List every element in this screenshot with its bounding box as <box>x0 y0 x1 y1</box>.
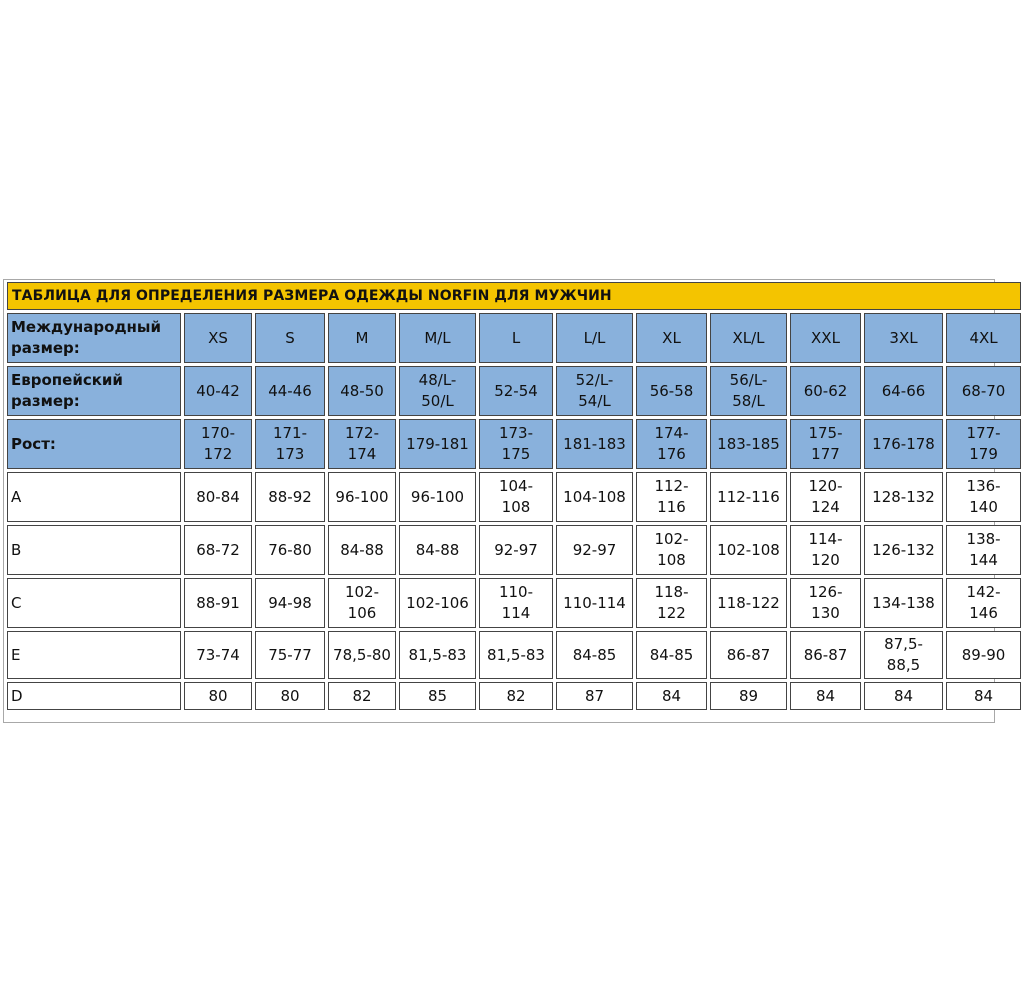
cell-value: 87,5- <box>884 635 923 653</box>
cell-value: 81,5-83 <box>408 645 467 664</box>
cell-value: 118-122 <box>717 593 780 612</box>
cell-value: 176-178 <box>872 434 935 453</box>
table-cell <box>556 419 633 469</box>
cell-value: 110- <box>498 583 534 601</box>
table-cell <box>255 631 325 679</box>
cell-value: 170- <box>200 424 236 442</box>
cell-value: 171- <box>272 424 308 442</box>
cell-value: XL <box>662 328 681 347</box>
table-cell <box>790 419 861 469</box>
cell-value: 175 <box>501 445 531 463</box>
cell-value: 84-88 <box>415 540 460 559</box>
cell-value: 120 <box>811 551 840 569</box>
cell-value: 110-114 <box>563 593 626 612</box>
table-cell <box>790 578 861 628</box>
cell-value: XXL <box>811 328 840 347</box>
cell-value: 126-132 <box>872 540 935 559</box>
table-cell <box>636 313 707 363</box>
cell-value: 173- <box>498 424 534 442</box>
table-cell <box>946 472 1021 522</box>
row-label <box>7 578 181 628</box>
cell-value: 88-91 <box>196 593 240 612</box>
cell-value: 140 <box>969 498 998 516</box>
cell-value: L <box>511 328 521 347</box>
cell-value: 84 <box>893 686 914 705</box>
cell-value: 84 <box>815 686 836 705</box>
table-cell <box>479 472 553 522</box>
cell-value: 80 <box>208 686 228 705</box>
cell-value: 112-116 <box>717 487 780 506</box>
cell-value: 108 <box>501 498 531 516</box>
cell-value: 81,5-83 <box>487 645 545 664</box>
table-cell <box>710 313 787 363</box>
cell-value: 142- <box>966 583 1001 601</box>
table-cell <box>184 313 252 363</box>
cell-value: 126- <box>808 583 843 601</box>
table-row-measure-c <box>7 578 1021 628</box>
table-cell <box>255 525 325 575</box>
table-row-measure-a <box>7 472 1021 522</box>
cell-value: 84 <box>661 686 682 705</box>
cell-value: 92-97 <box>572 540 617 559</box>
table-row-european-size <box>7 366 1021 416</box>
cell-value: 82 <box>352 686 372 705</box>
table-row-measure-d <box>7 682 1021 710</box>
table-cell <box>255 366 325 416</box>
cell-value: M/L <box>424 328 451 347</box>
table-cell <box>184 419 252 469</box>
table-cell <box>636 578 707 628</box>
table-cell <box>184 631 252 679</box>
cell-value: 92-97 <box>494 540 538 559</box>
table-cell <box>556 472 633 522</box>
table-cell <box>556 631 633 679</box>
table-title: ТАБЛИЦА ДЛЯ ОПРЕДЕЛЕНИЯ РАЗМЕРА ОДЕЖДЫ NORFIN ДЛЯ МУЖЧИН <box>7 282 1021 310</box>
table-cell <box>946 313 1021 363</box>
cell-value: 89 <box>738 686 759 705</box>
cell-value: M <box>355 328 369 347</box>
row-label-line: D <box>11 686 23 705</box>
table-row-measure-e <box>7 631 1021 679</box>
table-cell <box>710 419 787 469</box>
cell-value: 104-108 <box>563 487 626 506</box>
row-label-line: размер: <box>11 339 80 357</box>
table-row-height <box>7 419 1021 469</box>
table-cell <box>399 682 476 710</box>
cell-value: 102-108 <box>717 540 780 559</box>
row-label <box>7 366 181 416</box>
cell-value: 136- <box>966 477 1001 495</box>
table-cell <box>184 525 252 575</box>
table-cell <box>479 631 553 679</box>
cell-value: 56/L- <box>729 371 768 389</box>
table-cell <box>790 366 861 416</box>
cell-value: 4XL <box>969 328 998 347</box>
cell-value: 94-98 <box>268 593 312 612</box>
cell-value: XS <box>208 328 228 347</box>
cell-value: 102- <box>344 583 380 601</box>
row-label-line: E <box>11 645 21 664</box>
cell-value: 44-46 <box>268 381 312 400</box>
table-cell <box>255 419 325 469</box>
cell-value: 177 <box>811 445 840 463</box>
cell-value: 60-62 <box>803 381 848 400</box>
table-cell <box>636 682 707 710</box>
cell-value: 106 <box>347 604 377 622</box>
table-cell <box>399 631 476 679</box>
table-cell <box>184 578 252 628</box>
cell-value: 144 <box>969 551 998 569</box>
size-chart-table <box>4 279 1024 713</box>
table-cell <box>328 419 396 469</box>
cell-value: 82 <box>506 686 526 705</box>
table-cell <box>710 578 787 628</box>
row-label <box>7 682 181 710</box>
table-cell <box>946 578 1021 628</box>
table-cell <box>556 578 633 628</box>
table-cell <box>710 631 787 679</box>
table-cell <box>636 366 707 416</box>
cell-value: 84 <box>974 686 994 705</box>
table-cell <box>255 578 325 628</box>
table-cell <box>946 366 1021 416</box>
row-label-line: Рост: <box>11 434 56 453</box>
cell-value: 108 <box>657 551 686 569</box>
cell-value: 183-185 <box>717 434 780 453</box>
table-cell <box>864 366 943 416</box>
cell-value: 138- <box>966 530 1001 548</box>
table-cell <box>184 472 252 522</box>
cell-value: 122 <box>657 604 686 622</box>
cell-value: 68-72 <box>196 540 240 559</box>
cell-value: 85 <box>427 686 448 705</box>
row-label <box>7 419 181 469</box>
table-cell <box>556 366 633 416</box>
cell-value: 174 <box>347 445 377 463</box>
table-cell <box>184 366 252 416</box>
cell-value: 146 <box>969 604 998 622</box>
cell-value: 179-181 <box>406 434 469 453</box>
cell-value: 84-88 <box>340 540 384 559</box>
cell-value: 75-77 <box>268 645 312 664</box>
table-row-international-size <box>7 313 1021 363</box>
cell-value: 48/L- <box>418 371 457 389</box>
row-label-line: Международный <box>11 318 161 336</box>
cell-value: XL/L <box>732 328 765 347</box>
row-label-line: B <box>11 540 22 559</box>
cell-value: 114 <box>501 604 531 622</box>
row-label <box>7 525 181 575</box>
cell-value: 134-138 <box>872 593 935 612</box>
table-cell <box>328 682 396 710</box>
row-label <box>7 313 181 363</box>
row-label-line: A <box>11 487 22 506</box>
cell-value: 86-87 <box>803 645 848 664</box>
table-cell <box>946 525 1021 575</box>
table-cell <box>864 472 943 522</box>
table-cell <box>636 525 707 575</box>
table-cell <box>479 366 553 416</box>
table-cell <box>790 682 861 710</box>
table-cell <box>710 682 787 710</box>
row-label-line: размер: <box>11 392 80 410</box>
cell-value: 96-100 <box>335 487 389 506</box>
cell-value: 96-100 <box>410 487 465 506</box>
table-cell <box>946 682 1021 710</box>
cell-value: 48-50 <box>340 381 384 400</box>
cell-value: 181-183 <box>563 434 626 453</box>
cell-value: 88-92 <box>268 487 312 506</box>
size-chart-frame <box>3 279 1006 723</box>
cell-value: 175- <box>808 424 843 442</box>
cell-value: 173 <box>275 445 305 463</box>
table-cell <box>946 419 1021 469</box>
cell-value: 84-85 <box>572 645 617 664</box>
cell-value: 172 <box>203 445 233 463</box>
table-cell <box>636 472 707 522</box>
cell-value: 78,5-80 <box>333 645 391 664</box>
table-cell <box>636 631 707 679</box>
cell-value: 80 <box>280 686 300 705</box>
cell-value: 176 <box>657 445 686 463</box>
cell-value: 68-70 <box>961 381 1006 400</box>
table-cell <box>328 472 396 522</box>
cell-value: 52-54 <box>494 381 538 400</box>
table-cell <box>399 525 476 575</box>
table-cell <box>864 631 943 679</box>
cell-value: 102- <box>654 530 689 548</box>
table-cell <box>328 366 396 416</box>
cell-value: 89-90 <box>961 645 1006 664</box>
cell-value: 124 <box>811 498 840 516</box>
table-cell <box>556 313 633 363</box>
cell-value: 179 <box>969 445 998 463</box>
table-cell <box>790 631 861 679</box>
table-cell <box>399 578 476 628</box>
cell-value: 102-106 <box>406 593 469 612</box>
table-row-measure-b <box>7 525 1021 575</box>
cell-value: 87 <box>584 686 605 705</box>
cell-value: 80-84 <box>196 487 240 506</box>
cell-value: 104- <box>498 477 534 495</box>
table-cell <box>399 366 476 416</box>
table-cell <box>479 419 553 469</box>
table-cell <box>479 525 553 575</box>
table-cell <box>399 419 476 469</box>
row-label-line: C <box>11 593 22 612</box>
table-cell <box>636 419 707 469</box>
row-label <box>7 631 181 679</box>
table-cell <box>399 313 476 363</box>
cell-value: 64-66 <box>881 381 926 400</box>
table-cell <box>479 578 553 628</box>
cell-value: 128-132 <box>872 487 935 506</box>
row-label-line: Европейский <box>11 371 123 389</box>
cell-value: S <box>285 328 295 347</box>
cell-value: 40-42 <box>196 381 240 400</box>
table-cell <box>184 682 252 710</box>
cell-value: 58/L <box>732 392 765 410</box>
table-cell <box>255 682 325 710</box>
table-cell <box>556 682 633 710</box>
cell-value: 76-80 <box>268 540 312 559</box>
table-cell <box>946 631 1021 679</box>
table-cell <box>556 525 633 575</box>
cell-value: 172- <box>344 424 380 442</box>
cell-value: 86-87 <box>726 645 771 664</box>
table-cell <box>710 525 787 575</box>
cell-value: 50/L <box>421 392 454 410</box>
table-cell <box>710 472 787 522</box>
cell-value: 177- <box>966 424 1001 442</box>
row-label <box>7 472 181 522</box>
table-cell <box>399 472 476 522</box>
table-cell <box>864 419 943 469</box>
cell-value: 112- <box>654 477 689 495</box>
table-cell <box>479 682 553 710</box>
table-cell <box>864 682 943 710</box>
table-cell <box>479 313 553 363</box>
table-cell <box>328 313 396 363</box>
cell-value: 3XL <box>889 328 918 347</box>
cell-value: 130 <box>811 604 840 622</box>
cell-value: 116 <box>657 498 686 516</box>
cell-value: 73-74 <box>196 645 240 664</box>
table-cell <box>710 366 787 416</box>
table-cell <box>255 472 325 522</box>
table-cell <box>328 631 396 679</box>
table-cell <box>864 313 943 363</box>
cell-value: 84-85 <box>649 645 694 664</box>
table-cell <box>255 313 325 363</box>
cell-value: 114- <box>808 530 843 548</box>
cell-value: 52/L- <box>575 371 614 389</box>
cell-value: 120- <box>808 477 843 495</box>
table-cell <box>790 313 861 363</box>
cell-value: 174- <box>654 424 689 442</box>
cell-value: 56-58 <box>649 381 694 400</box>
table-cell <box>864 525 943 575</box>
cell-value: 118- <box>654 583 689 601</box>
table-cell <box>328 578 396 628</box>
table-cell <box>790 525 861 575</box>
table-cell <box>864 578 943 628</box>
table-cell <box>328 525 396 575</box>
table-cell <box>790 472 861 522</box>
cell-value: 54/L <box>578 392 611 410</box>
cell-value: L/L <box>583 328 606 347</box>
cell-value: 88,5 <box>886 656 921 674</box>
